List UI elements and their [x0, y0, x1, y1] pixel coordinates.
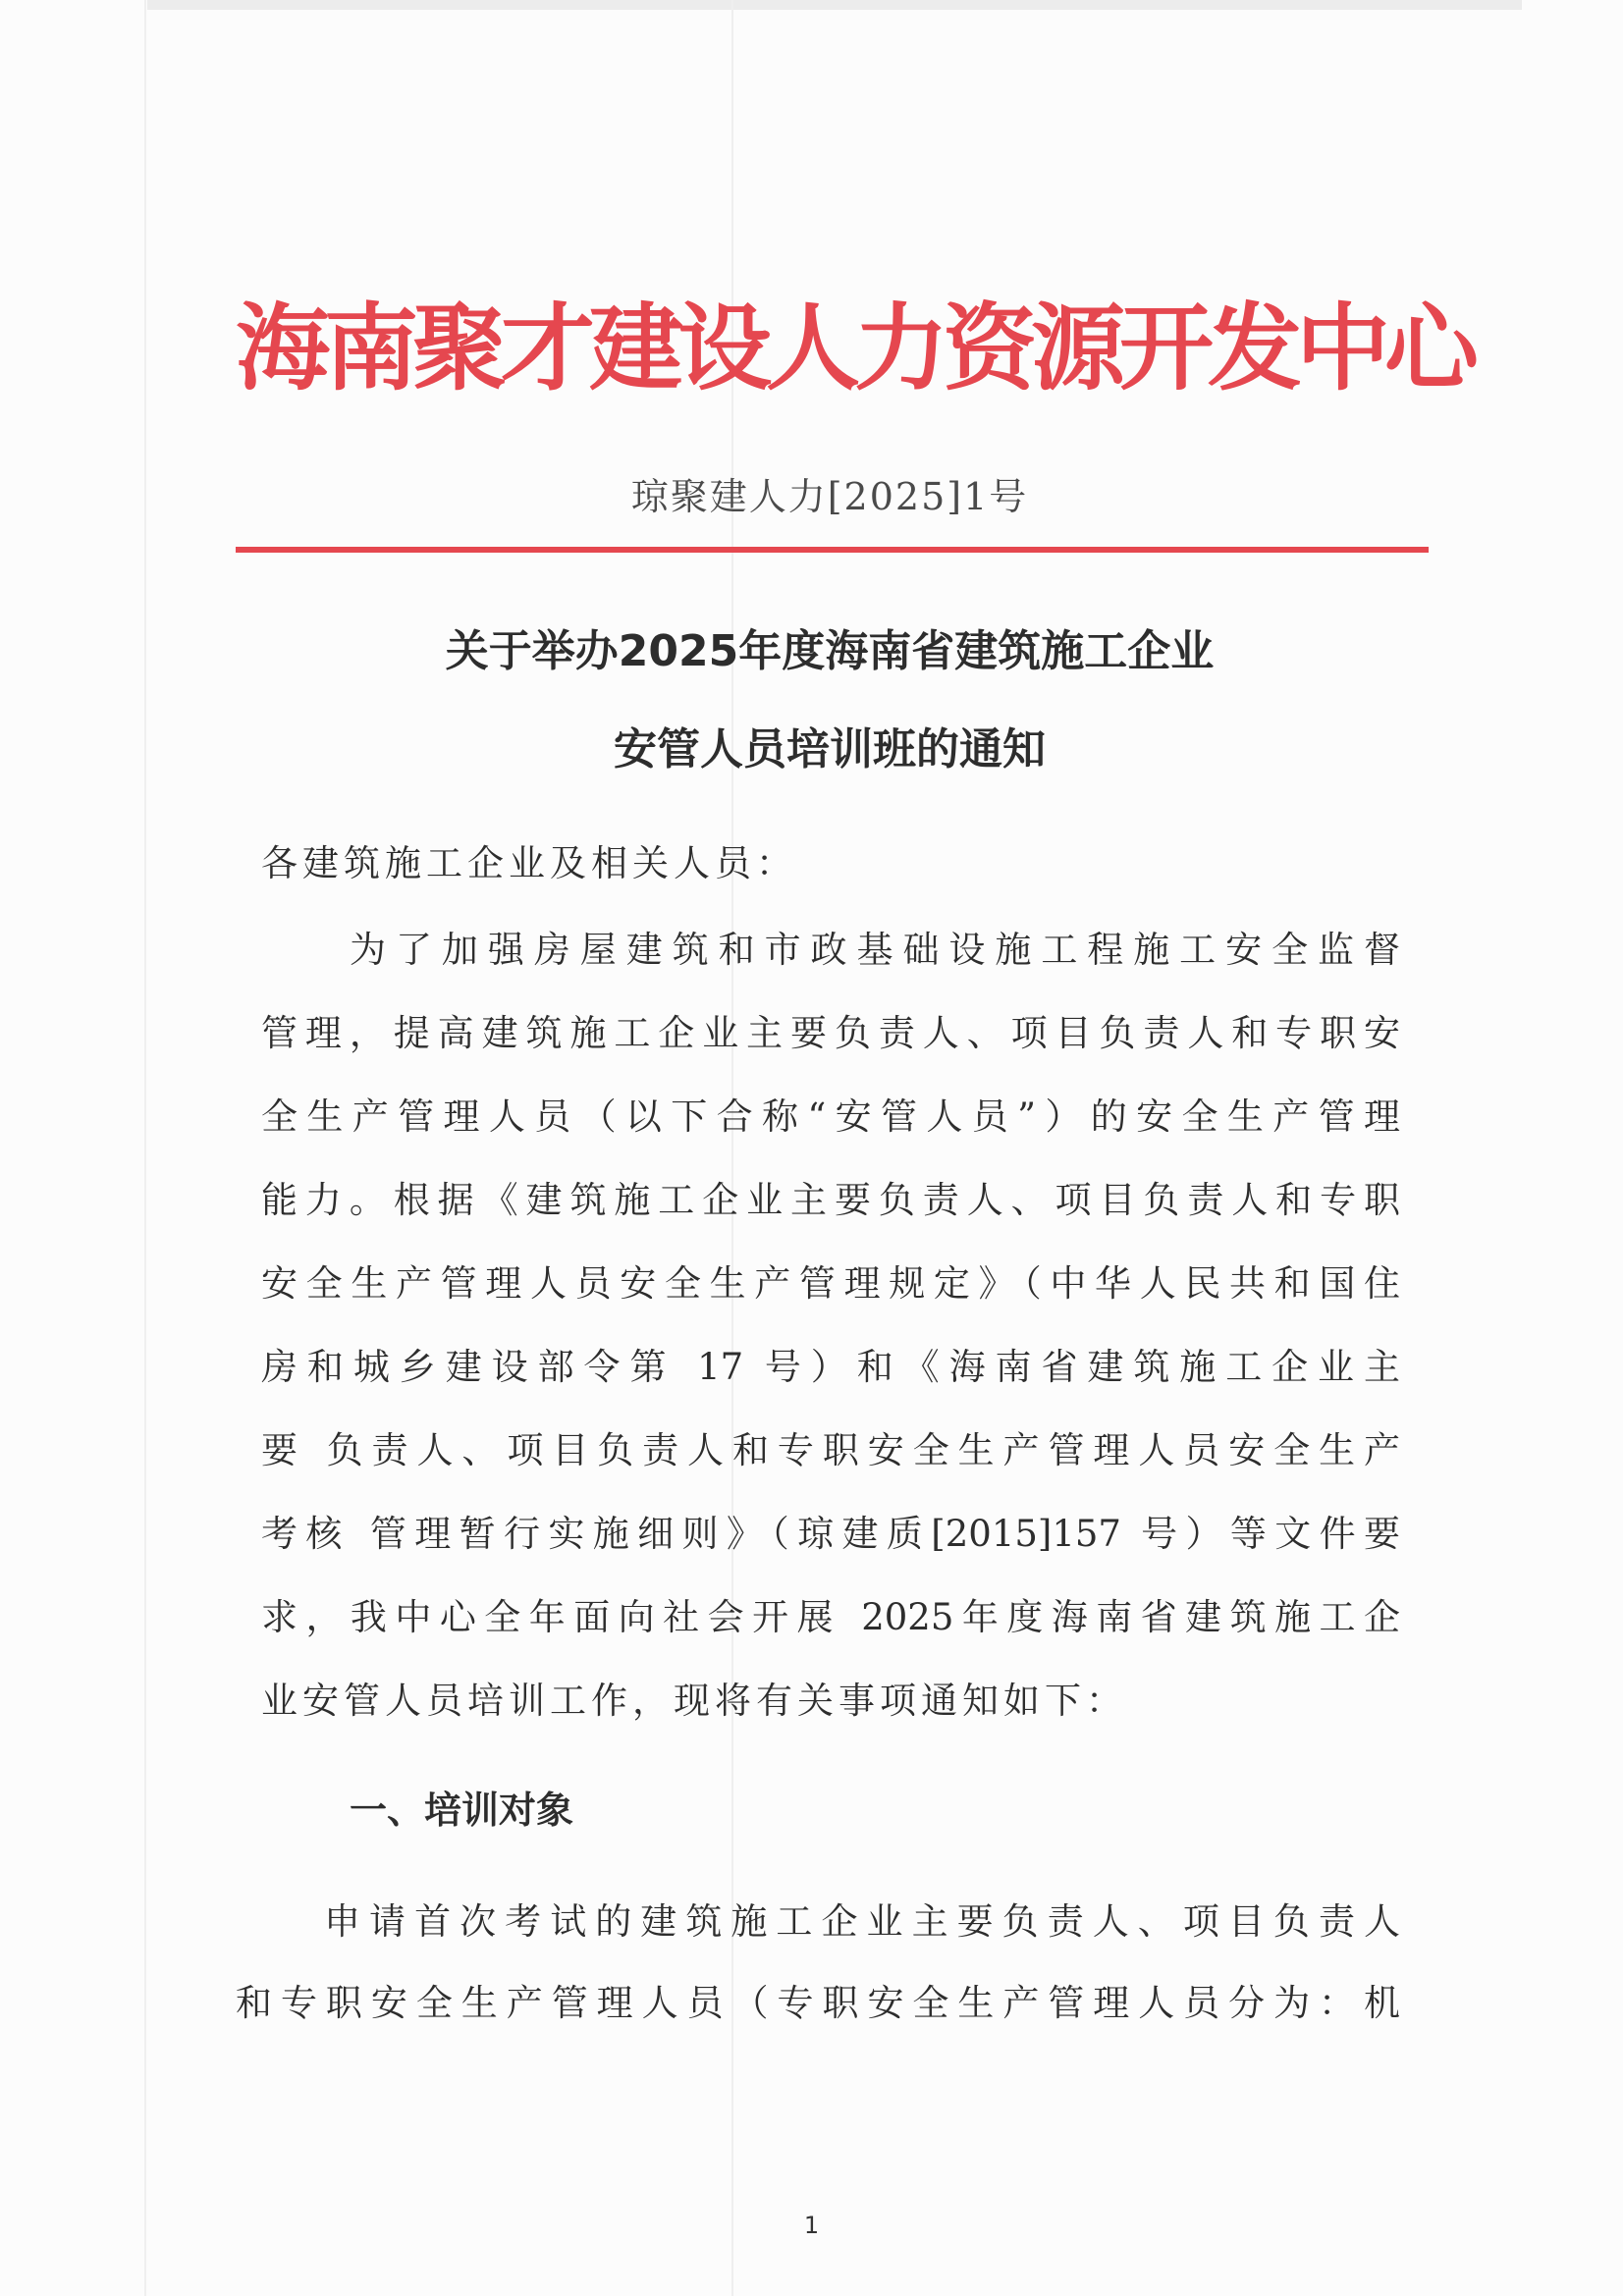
section-paragraph-line: 申请首次考试的建筑施工企业主要负责人、项目负责人: [324, 1900, 1400, 1943]
body-paragraph-line: 为了加强房屋建筑和市政基础设施工程施工安全监督: [350, 929, 1400, 971]
body-paragraph-line: 业安管人员培训工作，现将有关事项通知如下：: [261, 1680, 1127, 1722]
section-paragraph-line: 和专职安全生产管理人员（专职安全生产管理人员分为：机: [236, 1982, 1400, 2024]
body-paragraph-line: 管理，提高建筑施工企业主要负责人、项目负责人和专职安: [261, 1012, 1400, 1054]
notice-title-line-1: 关于举办2025年度海南省建筑施工企业: [445, 626, 1215, 676]
body-paragraph-line: 房和城乡建设部令第 17 号）和《海南省建筑施工企业主: [261, 1346, 1400, 1388]
body-paragraph-line: 全生产管理人员（以下合称“安管人员”）的安全生产管理: [261, 1095, 1400, 1138]
document-number: 琼聚建人力[2025]1号: [630, 475, 1029, 518]
agency-name-letterhead: 海南聚才建设人力资源开发中心: [236, 294, 1473, 403]
section-heading-training-target: 一、培训对象: [350, 1789, 574, 1832]
body-paragraph-line: 求，我中心全年面向社会开展 2025年度海南省建筑施工企: [261, 1596, 1400, 1638]
body-paragraph-line: 能力。根据《建筑施工企业主要负责人、项目负责人和专职: [261, 1179, 1400, 1221]
body-paragraph-line: 安全生产管理人员安全生产管理规定》（中华人民共和国住: [261, 1262, 1400, 1305]
scan-artifact-top: [147, 0, 1522, 10]
scan-artifact-streak: [144, 0, 146, 2296]
page-number: 1: [803, 2212, 820, 2239]
body-paragraph-line: 要 负责人、项目负责人和专职安全生产管理人员安全生产: [261, 1429, 1400, 1471]
notice-title-line-2: 安管人员培训班的通知: [614, 724, 1046, 774]
salutation: 各建筑施工企业及相关人员：: [261, 842, 797, 884]
letterhead-red-rule: [236, 547, 1429, 553]
body-paragraph-line: 考核 管理暂行实施细则》（琼建质[2015]157 号）等文件要: [261, 1513, 1400, 1555]
